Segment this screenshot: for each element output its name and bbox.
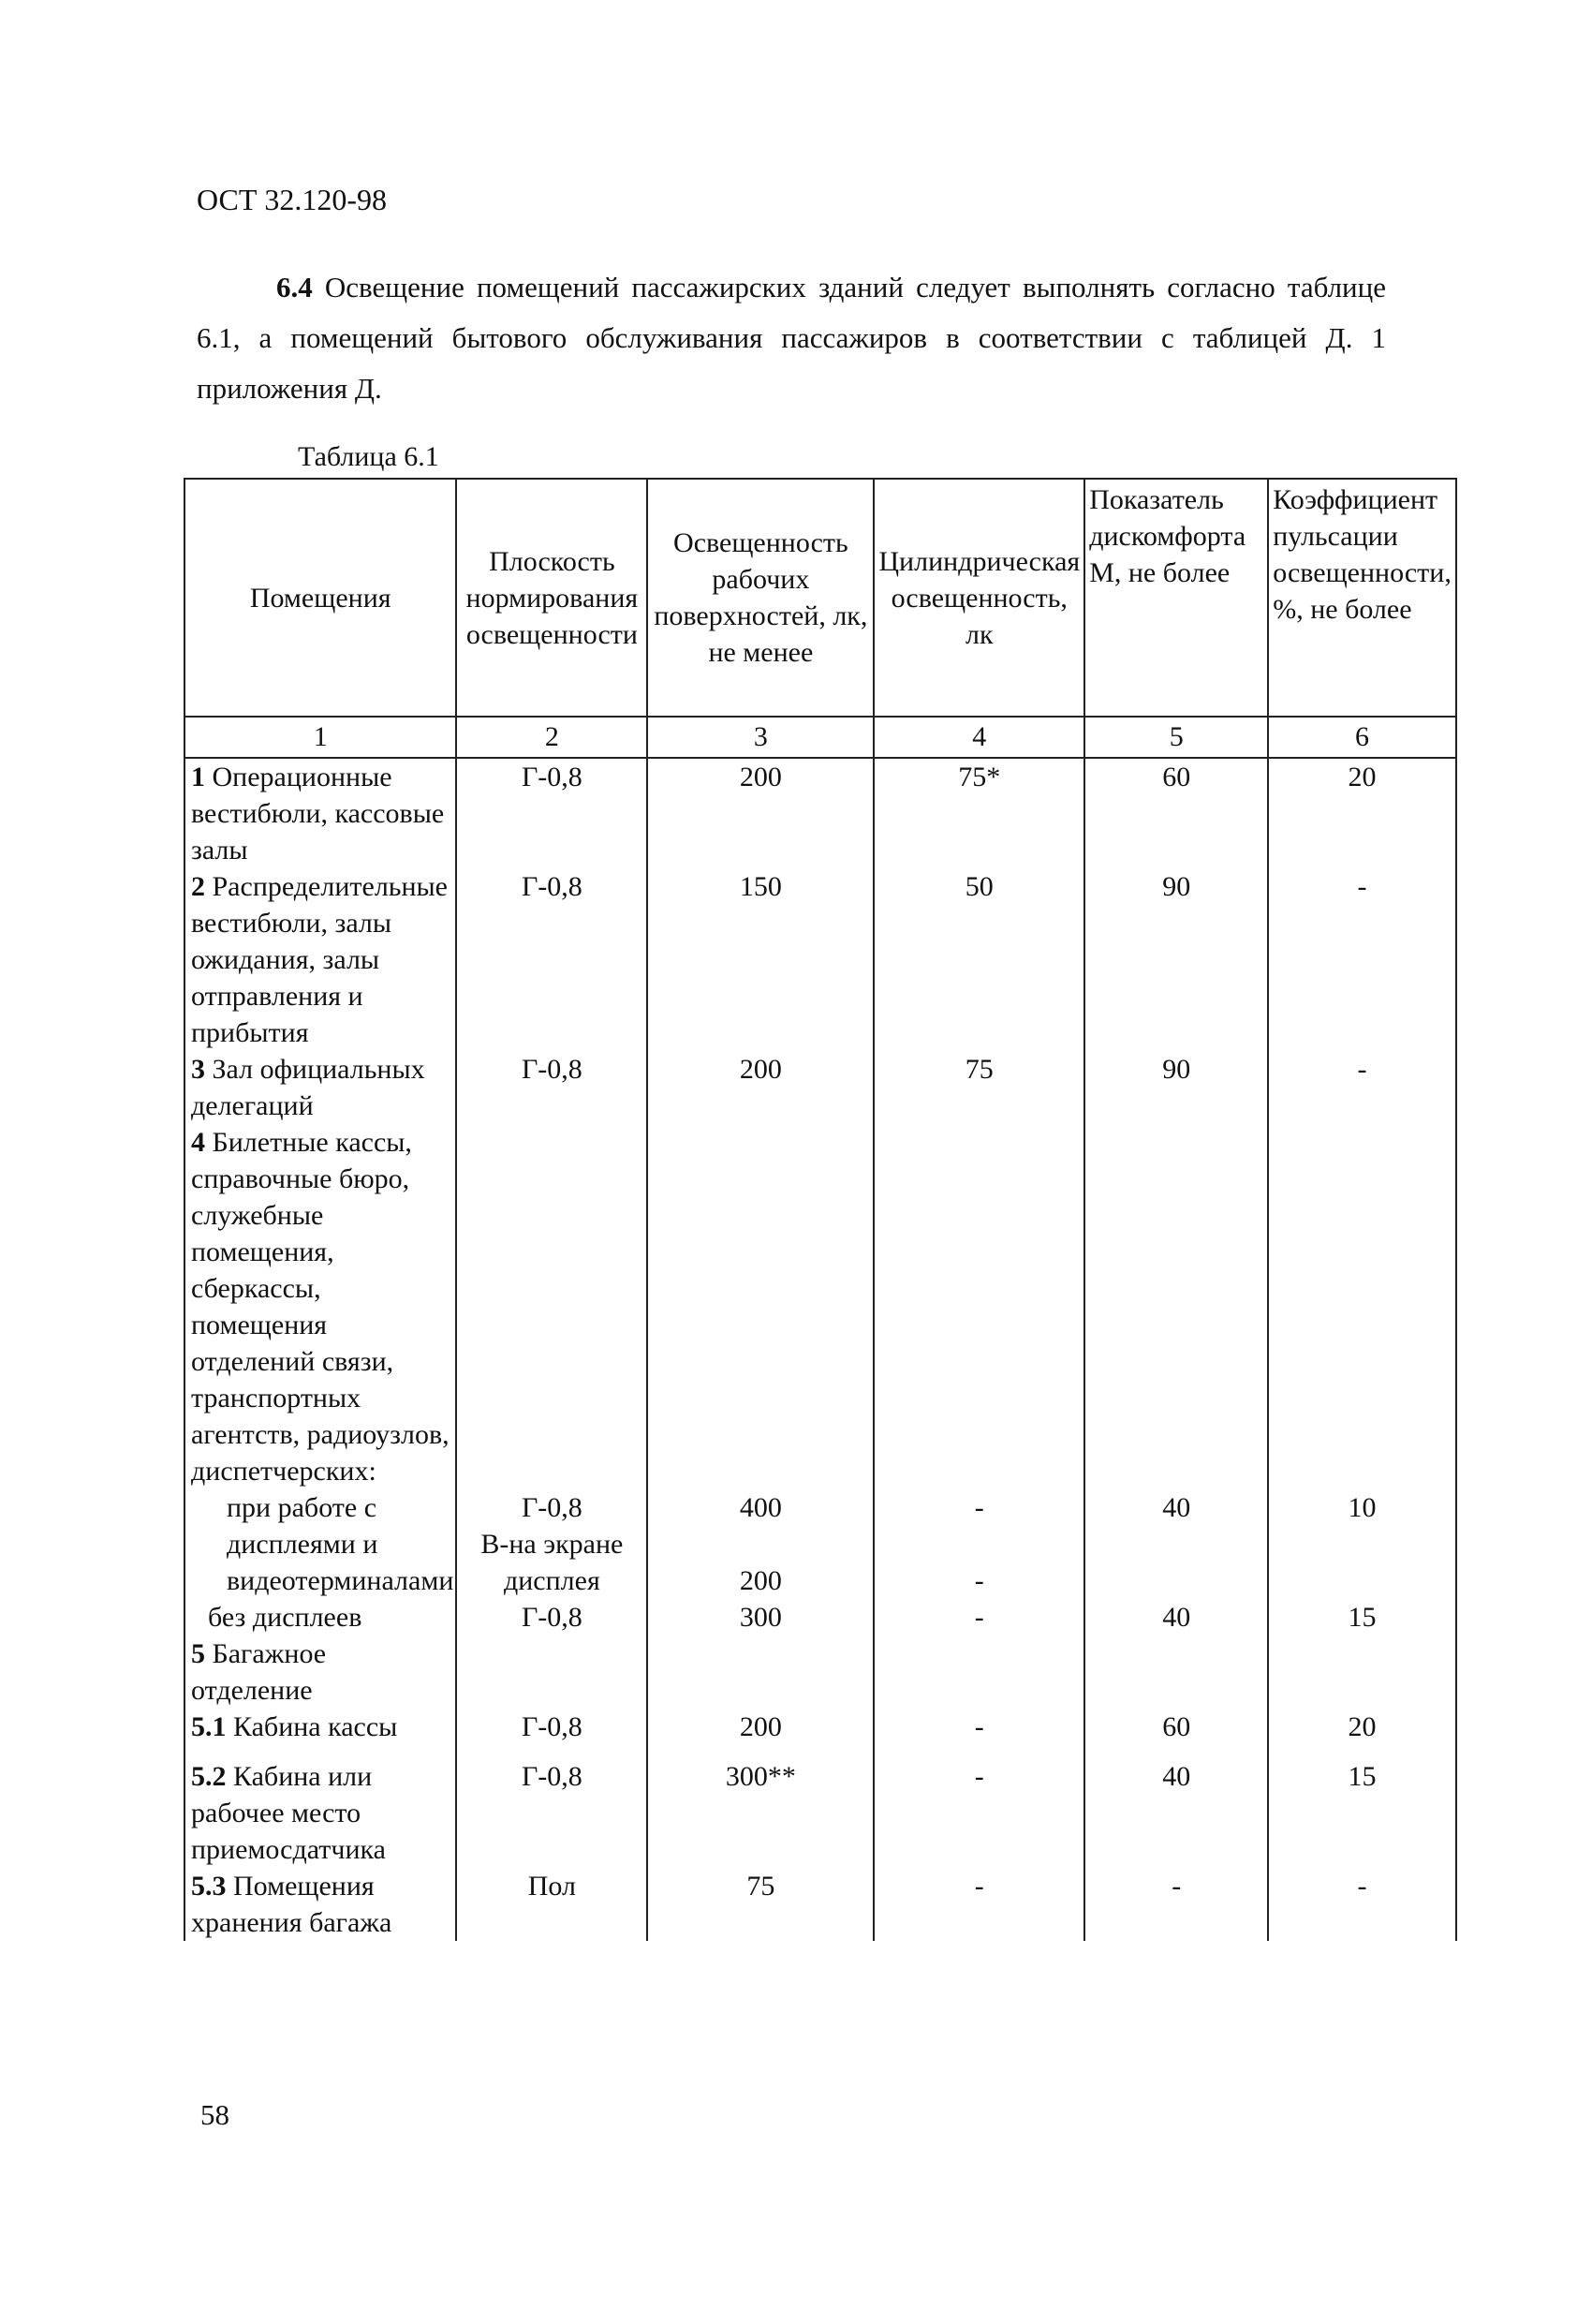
illuminance-cell: 300 xyxy=(647,1599,874,1636)
pulsation-cell: - xyxy=(1268,1051,1456,1124)
discomfort-cell: 90 xyxy=(1084,868,1268,1051)
column-number: 2 xyxy=(456,717,647,758)
table-row xyxy=(184,1124,1456,1489)
cylindrical-cell: - - xyxy=(874,1489,1084,1599)
paragraph-number: 6.4 xyxy=(276,271,313,303)
table-row xyxy=(184,1599,1456,1636)
illuminance-cell: 75 xyxy=(647,1868,874,1941)
document-code-header: ОСТ 32.120-98 xyxy=(197,183,388,216)
column-number: 1 xyxy=(184,717,456,758)
room-name: 5.2 Кабина или рабочее место приемосдатчика xyxy=(184,1758,456,1868)
plane-cell: Г-0,8 xyxy=(456,868,647,1051)
pulsation-cell: 15 xyxy=(1268,1599,1456,1636)
room-name: 5.1 Кабина кассы xyxy=(184,1709,456,1758)
column-header-discomfort: Показатель дискомфорта М, не более xyxy=(1084,479,1268,717)
cylindrical-cell: 75 xyxy=(874,1051,1084,1124)
column-header-cylindrical: Цилиндрическая освещенность, лк xyxy=(874,479,1084,717)
cylindrical-cell: - xyxy=(874,1868,1084,1941)
table-row xyxy=(184,1051,1456,1124)
cylindrical-cell: - xyxy=(874,1709,1084,1758)
room-name: при работе с дисплеями и видеотерминалами xyxy=(184,1489,456,1599)
discomfort-cell: 40 xyxy=(1084,1489,1268,1599)
discomfort-cell: 60 xyxy=(1084,758,1268,868)
plane-cell: Г-0,8 xyxy=(456,1051,647,1124)
pulsation-cell: 20 xyxy=(1268,758,1456,868)
section-paragraph xyxy=(197,262,1386,414)
lighting-norms-table xyxy=(184,478,1457,1941)
column-number: 6 xyxy=(1268,717,1456,758)
plane-cell: Г-0,8 xyxy=(456,758,647,868)
room-name: 5.3 Помещения хранения багажа xyxy=(184,1868,456,1941)
table-row xyxy=(184,1758,1456,1868)
illuminance-cell: 200 xyxy=(647,1709,874,1758)
cylindrical-cell: - xyxy=(874,1758,1084,1868)
cylindrical-cell: 75* xyxy=(874,758,1084,868)
column-number: 4 xyxy=(874,717,1084,758)
table-row xyxy=(184,1868,1456,1941)
column-number: 3 xyxy=(647,717,874,758)
pulsation-cell: - xyxy=(1268,868,1456,1051)
plane-cell: Г-0,8 xyxy=(456,1709,647,1758)
discomfort-cell: - xyxy=(1084,1868,1268,1941)
room-name: 2 Распределительные вестибюли, залы ожидания, залы отправления и прибытия xyxy=(184,868,456,1051)
discomfort-cell: 40 xyxy=(1084,1758,1268,1868)
column-number: 5 xyxy=(1084,717,1268,758)
room-name: 5 Багажное отделение xyxy=(184,1636,456,1709)
table-caption: Таблица 6.1 xyxy=(298,441,439,472)
paragraph-text: Освещение помещений пассажирских зданий следует выполнять согласно таблице 6.1, а помещений бытового обслуживания пассажиров в соответствии с таблицей Д. 1 приложения Д. xyxy=(197,271,1386,405)
table-header-row xyxy=(184,479,1456,717)
discomfort-cell: 90 xyxy=(1084,1051,1268,1124)
illuminance-cell: 400 200 xyxy=(647,1489,874,1599)
illuminance-cell: 150 xyxy=(647,868,874,1051)
plane-cell: Г-0,8 xyxy=(456,1599,647,1636)
column-numbers-row xyxy=(184,717,1456,758)
column-header-pulsation: Коэффициент пульсации освещенности, %, не более xyxy=(1268,479,1456,717)
room-name: 4 Билетные кассы, справочные бюро, служебные помещения, сберкассы, помещения отделений связи, транспортных агентств, радиоузлов, диспетчерских: xyxy=(184,1124,456,1489)
illuminance-cell: 200 xyxy=(647,758,874,868)
pulsation-cell: 20 xyxy=(1268,1709,1456,1758)
plane-cell: Г-0,8 xyxy=(456,1758,647,1868)
table-row xyxy=(184,1489,1456,1599)
pulsation-cell: - xyxy=(1268,1868,1456,1941)
discomfort-cell: 60 xyxy=(1084,1709,1268,1758)
column-header-rooms: Помещения xyxy=(184,479,456,717)
page-number: 58 xyxy=(200,2098,229,2131)
illuminance-cell: 300** xyxy=(647,1758,874,1868)
pulsation-cell: 10 xyxy=(1268,1489,1456,1599)
plane-cell: Пол xyxy=(456,1868,647,1941)
pulsation-cell: 15 xyxy=(1268,1758,1456,1868)
column-header-plane: Плоскость нормирования освещенности xyxy=(456,479,647,717)
room-name: 1 Операционные вестибюли, кассовые залы xyxy=(184,758,456,868)
table-row xyxy=(184,1636,1456,1709)
cylindrical-cell: - xyxy=(874,1599,1084,1636)
table-row xyxy=(184,1709,1456,1758)
table-row xyxy=(184,758,1456,868)
plane-cell: Г-0,8 В-на экране дисплея xyxy=(456,1489,647,1599)
room-name: 3 Зал официальных делегаций xyxy=(184,1051,456,1124)
discomfort-cell: 40 xyxy=(1084,1599,1268,1636)
room-name: без дисплеев xyxy=(184,1599,456,1636)
cylindrical-cell: 50 xyxy=(874,868,1084,1051)
table-row xyxy=(184,868,1456,1051)
illuminance-cell: 200 xyxy=(647,1051,874,1124)
column-header-illuminance: Освещенность рабочих поверхностей, лк, не менее xyxy=(647,479,874,717)
